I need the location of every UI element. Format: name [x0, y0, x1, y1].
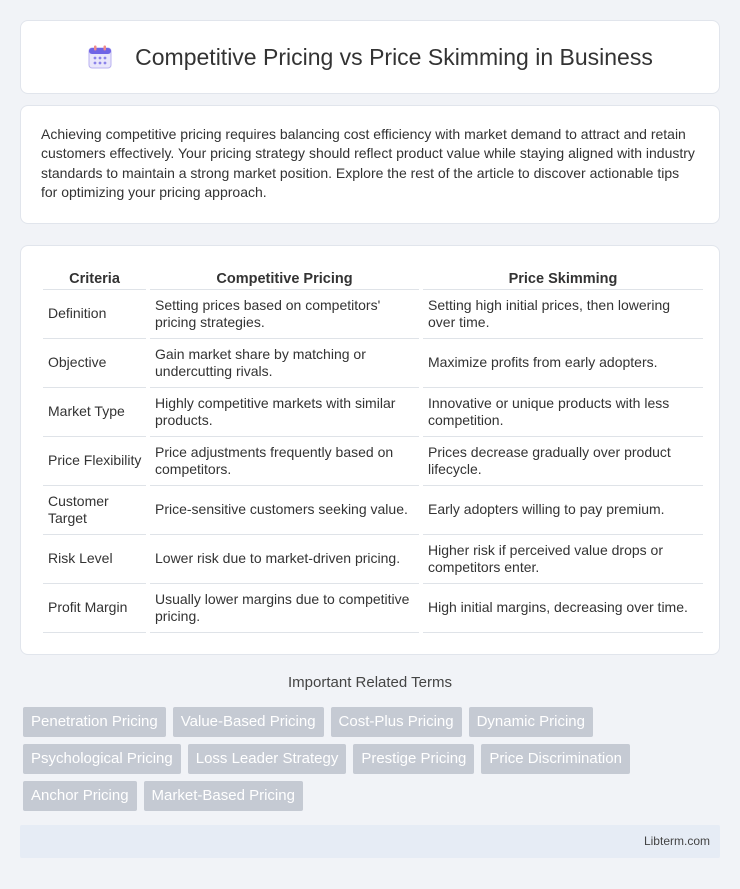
- related-terms-list: [23, 707, 723, 811]
- row-competitive-pricing: Setting prices based on competitors' pricing strategies.: [150, 290, 419, 339]
- column-header-competitive-pricing: Competitive Pricing: [150, 268, 419, 290]
- row-competitive-pricing: Gain market share by matching or undercutting rivals.: [150, 339, 419, 388]
- tag-cost-plus-pricing[interactable]: Cost-Plus Pricing: [331, 707, 462, 737]
- row-competitive-pricing: Price adjustments frequently based on competitors.: [150, 437, 419, 486]
- intro-card: [20, 105, 720, 224]
- calendar-icon: [87, 44, 113, 70]
- table-row: [43, 290, 703, 339]
- table-row: [43, 339, 703, 388]
- footer: [20, 825, 720, 858]
- row-price-skimming: Setting high initial prices, then lowering over time.: [423, 290, 703, 339]
- row-criteria: Market Type: [43, 388, 146, 437]
- row-criteria: Profit Margin: [43, 584, 146, 633]
- row-price-skimming: Prices decrease gradually over product lifecycle.: [423, 437, 703, 486]
- row-price-skimming: Innovative or unique products with less competition.: [423, 388, 703, 437]
- tag-penetration-pricing[interactable]: Penetration Pricing: [23, 707, 166, 737]
- row-criteria: Objective: [43, 339, 146, 388]
- tag-market-based-pricing[interactable]: Market-Based Pricing: [144, 781, 303, 811]
- table-row: [43, 535, 703, 584]
- row-price-skimming: Higher risk if perceived value drops or competitors enter.: [423, 535, 703, 584]
- row-competitive-pricing: Usually lower margins due to competitive pricing.: [150, 584, 419, 633]
- row-criteria: Customer Target: [43, 486, 146, 535]
- row-criteria: Risk Level: [43, 535, 146, 584]
- tag-loss-leader-strategy[interactable]: Loss Leader Strategy: [188, 744, 347, 774]
- tag-dynamic-pricing[interactable]: Dynamic Pricing: [469, 707, 593, 737]
- comparison-table-card: [20, 245, 720, 655]
- tag-price-discrimination[interactable]: Price Discrimination: [481, 744, 630, 774]
- row-competitive-pricing: Price-sensitive customers seeking value.: [150, 486, 419, 535]
- row-competitive-pricing: Lower risk due to market-driven pricing.: [150, 535, 419, 584]
- row-criteria: Definition: [43, 290, 146, 339]
- row-competitive-pricing: Highly competitive markets with similar products.: [150, 388, 419, 437]
- table-header-row: [43, 268, 703, 290]
- tag-value-based-pricing[interactable]: Value-Based Pricing: [173, 707, 324, 737]
- table-row: [43, 584, 703, 633]
- column-header-criteria: Criteria: [43, 268, 146, 290]
- comparison-table: [39, 268, 707, 633]
- header-card: [20, 20, 720, 94]
- intro-text: Achieving competitive pricing requires balancing cost efficiency with market demand to attract and retain customers effectively. Your pricing strategy should reflect product value while staying aligned with industry standards to maintain a strong market position. Explore the rest of the article to discover actionable tips for optimizing your pricing approach.: [41, 126, 695, 201]
- tag-psychological-pricing[interactable]: Psychological Pricing: [23, 744, 181, 774]
- page-title: Competitive Pricing vs Price Skimming in Business: [135, 43, 653, 70]
- table-row: [43, 486, 703, 535]
- table-row: [43, 437, 703, 486]
- tag-anchor-pricing[interactable]: Anchor Pricing: [23, 781, 137, 811]
- table-row: [43, 388, 703, 437]
- row-price-skimming: High initial margins, decreasing over time.: [423, 584, 703, 633]
- related-terms-title: Important Related Terms: [288, 674, 452, 691]
- row-price-skimming: Maximize profits from early adopters.: [423, 339, 703, 388]
- tag-prestige-pricing[interactable]: Prestige Pricing: [353, 744, 474, 774]
- row-price-skimming: Early adopters willing to pay premium.: [423, 486, 703, 535]
- row-criteria: Price Flexibility: [43, 437, 146, 486]
- column-header-price-skimming: Price Skimming: [423, 268, 703, 290]
- footer-site-link[interactable]: Libterm.com: [643, 834, 710, 848]
